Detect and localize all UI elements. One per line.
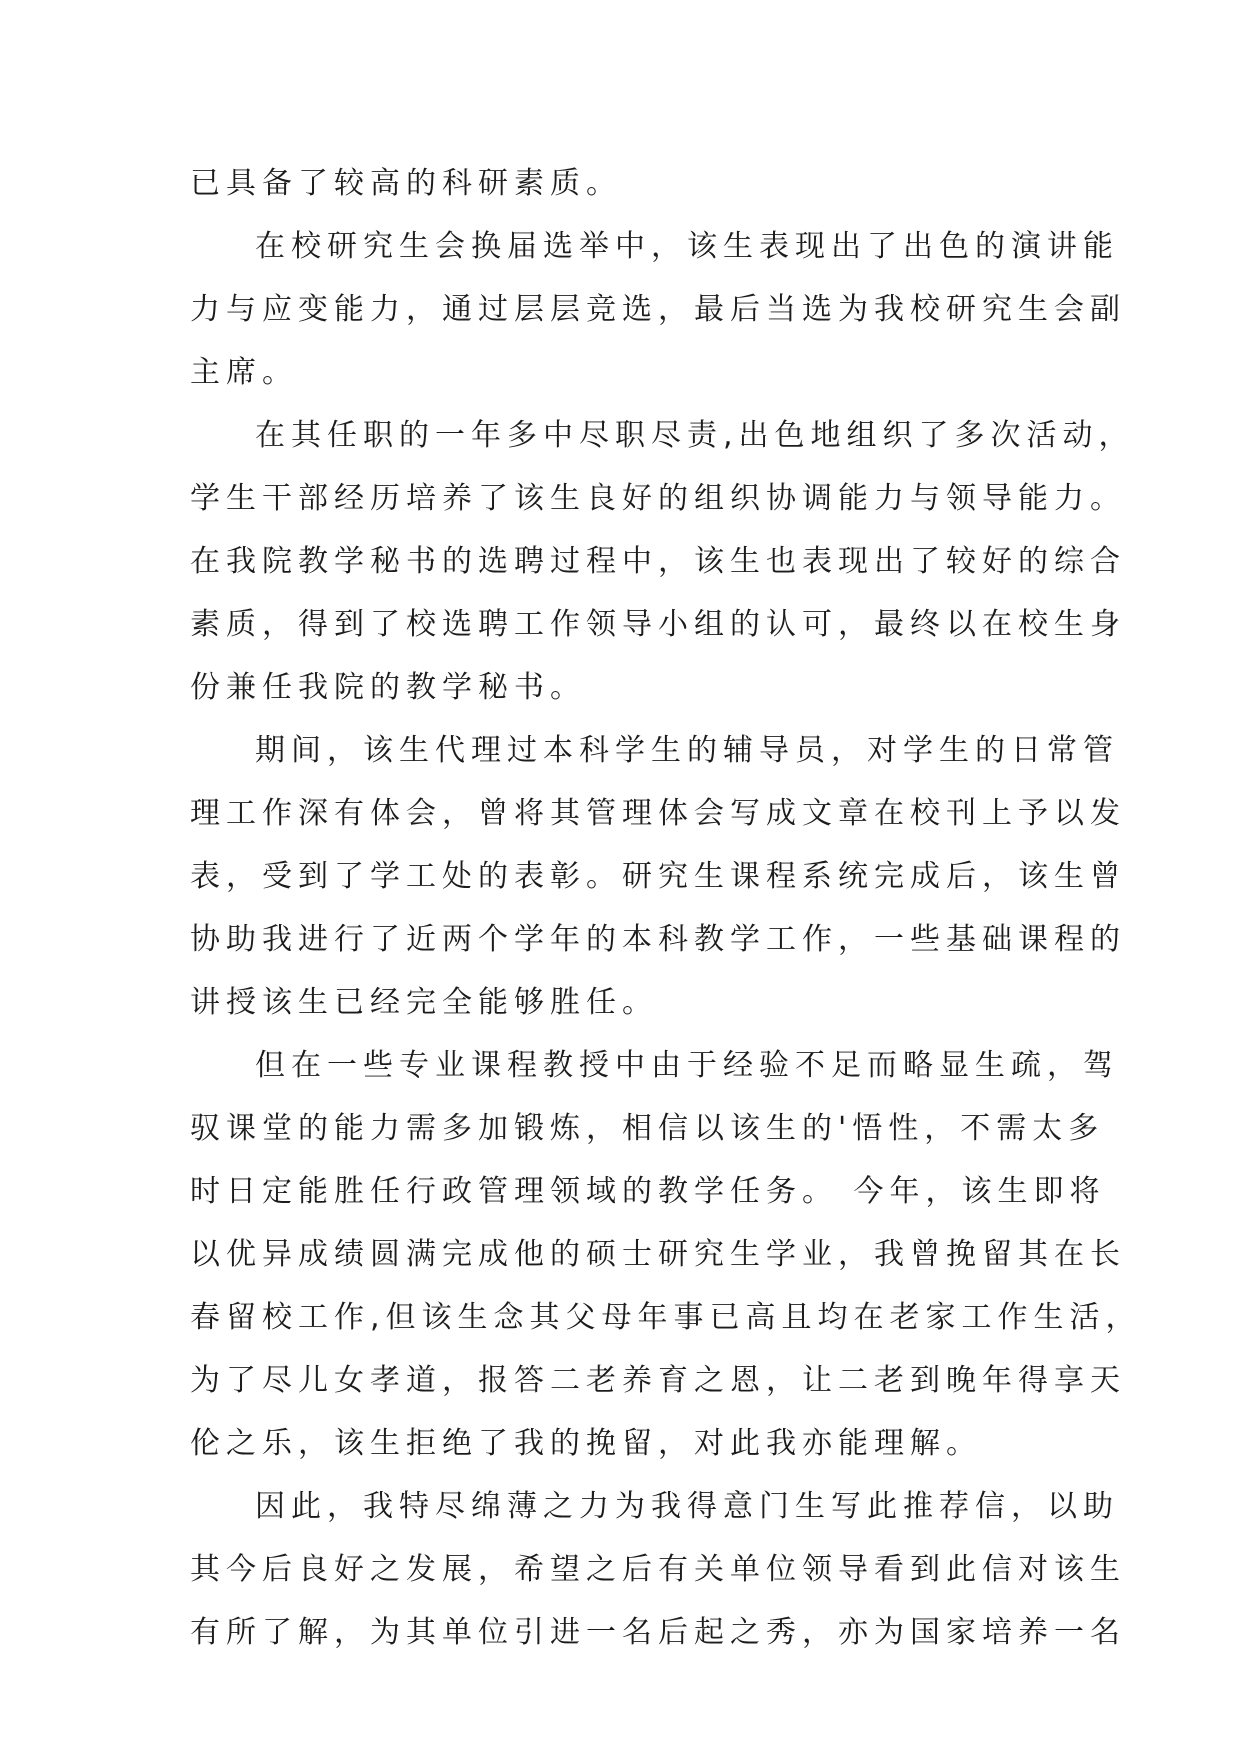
text-line: 素质，得到了校选聘工作领导小组的认可，最终以在校生身 [190, 607, 1126, 642]
text-line: 伦之乐，该生拒绝了我的挽留，对此我亦能理解。 [190, 1426, 982, 1461]
text-line: 表，受到了学工处的表彰。研究生课程系统完成后，该生曾 [190, 859, 1126, 894]
text-line: 为了尽儿女孝道，报答二老养育之恩，让二老到晚年得享天 [190, 1363, 1126, 1398]
text-line: 理工作深有体会，曾将其管理体会写成文章在校刊上予以发 [190, 796, 1126, 831]
text-line: 份兼任我院的教学秘书。 [190, 670, 586, 705]
text-line: 期间，该生代理过本科学生的辅导员，对学生的日常管 [255, 733, 1119, 768]
text-line: 有所了解，为其单位引进一名后起之秀，亦为国家培养一名 [190, 1615, 1126, 1650]
text-line: 主席。 [190, 355, 298, 390]
text-line: 在其任职的一年多中尽职尽责,出色地组织了多次活动， [255, 418, 1135, 453]
text-line: 驭课堂的能力需多加锻炼，相信以该生的'悟性，不需太多 [190, 1111, 1105, 1146]
letter-body [190, 152, 1142, 1664]
text-line: 因此，我特尽绵薄之力为我得意门生写此推荐信，以助 [255, 1489, 1119, 1524]
text-line: 以优异成绩圆满完成他的硕士研究生学业，我曾挽留其在长 [190, 1237, 1126, 1272]
text-line: 其今后良好之发展，希望之后有关单位领导看到此信对该生 [190, 1552, 1126, 1587]
text-line: 时日定能胜任行政管理领域的教学任务。 今年，该生即将 [190, 1174, 1106, 1209]
text-line: 在我院教学秘书的选聘过程中，该生也表现出了较好的综合 [190, 544, 1126, 579]
text-line: 讲授该生已经完全能够胜任。 [190, 985, 658, 1020]
text-line: 已具备了较高的科研素质。 [190, 166, 622, 201]
text-line: 春留校工作,但该生念其父母年事已高且均在老家工作生活， [190, 1300, 1142, 1335]
text-line: 力与应变能力，通过层层竞选，最后当选为我校研究生会副 [190, 292, 1126, 327]
text-line: 学生干部经历培养了该生良好的组织协调能力与领导能力。 [190, 481, 1126, 516]
text-line: 在校研究生会换届选举中，该生表现出了出色的演讲能 [255, 229, 1119, 264]
text-line: 但在一些专业课程教授中由于经验不足而略显生疏，驾 [255, 1048, 1119, 1083]
text-line: 协助我进行了近两个学年的本科教学工作，一些基础课程的 [190, 922, 1126, 957]
